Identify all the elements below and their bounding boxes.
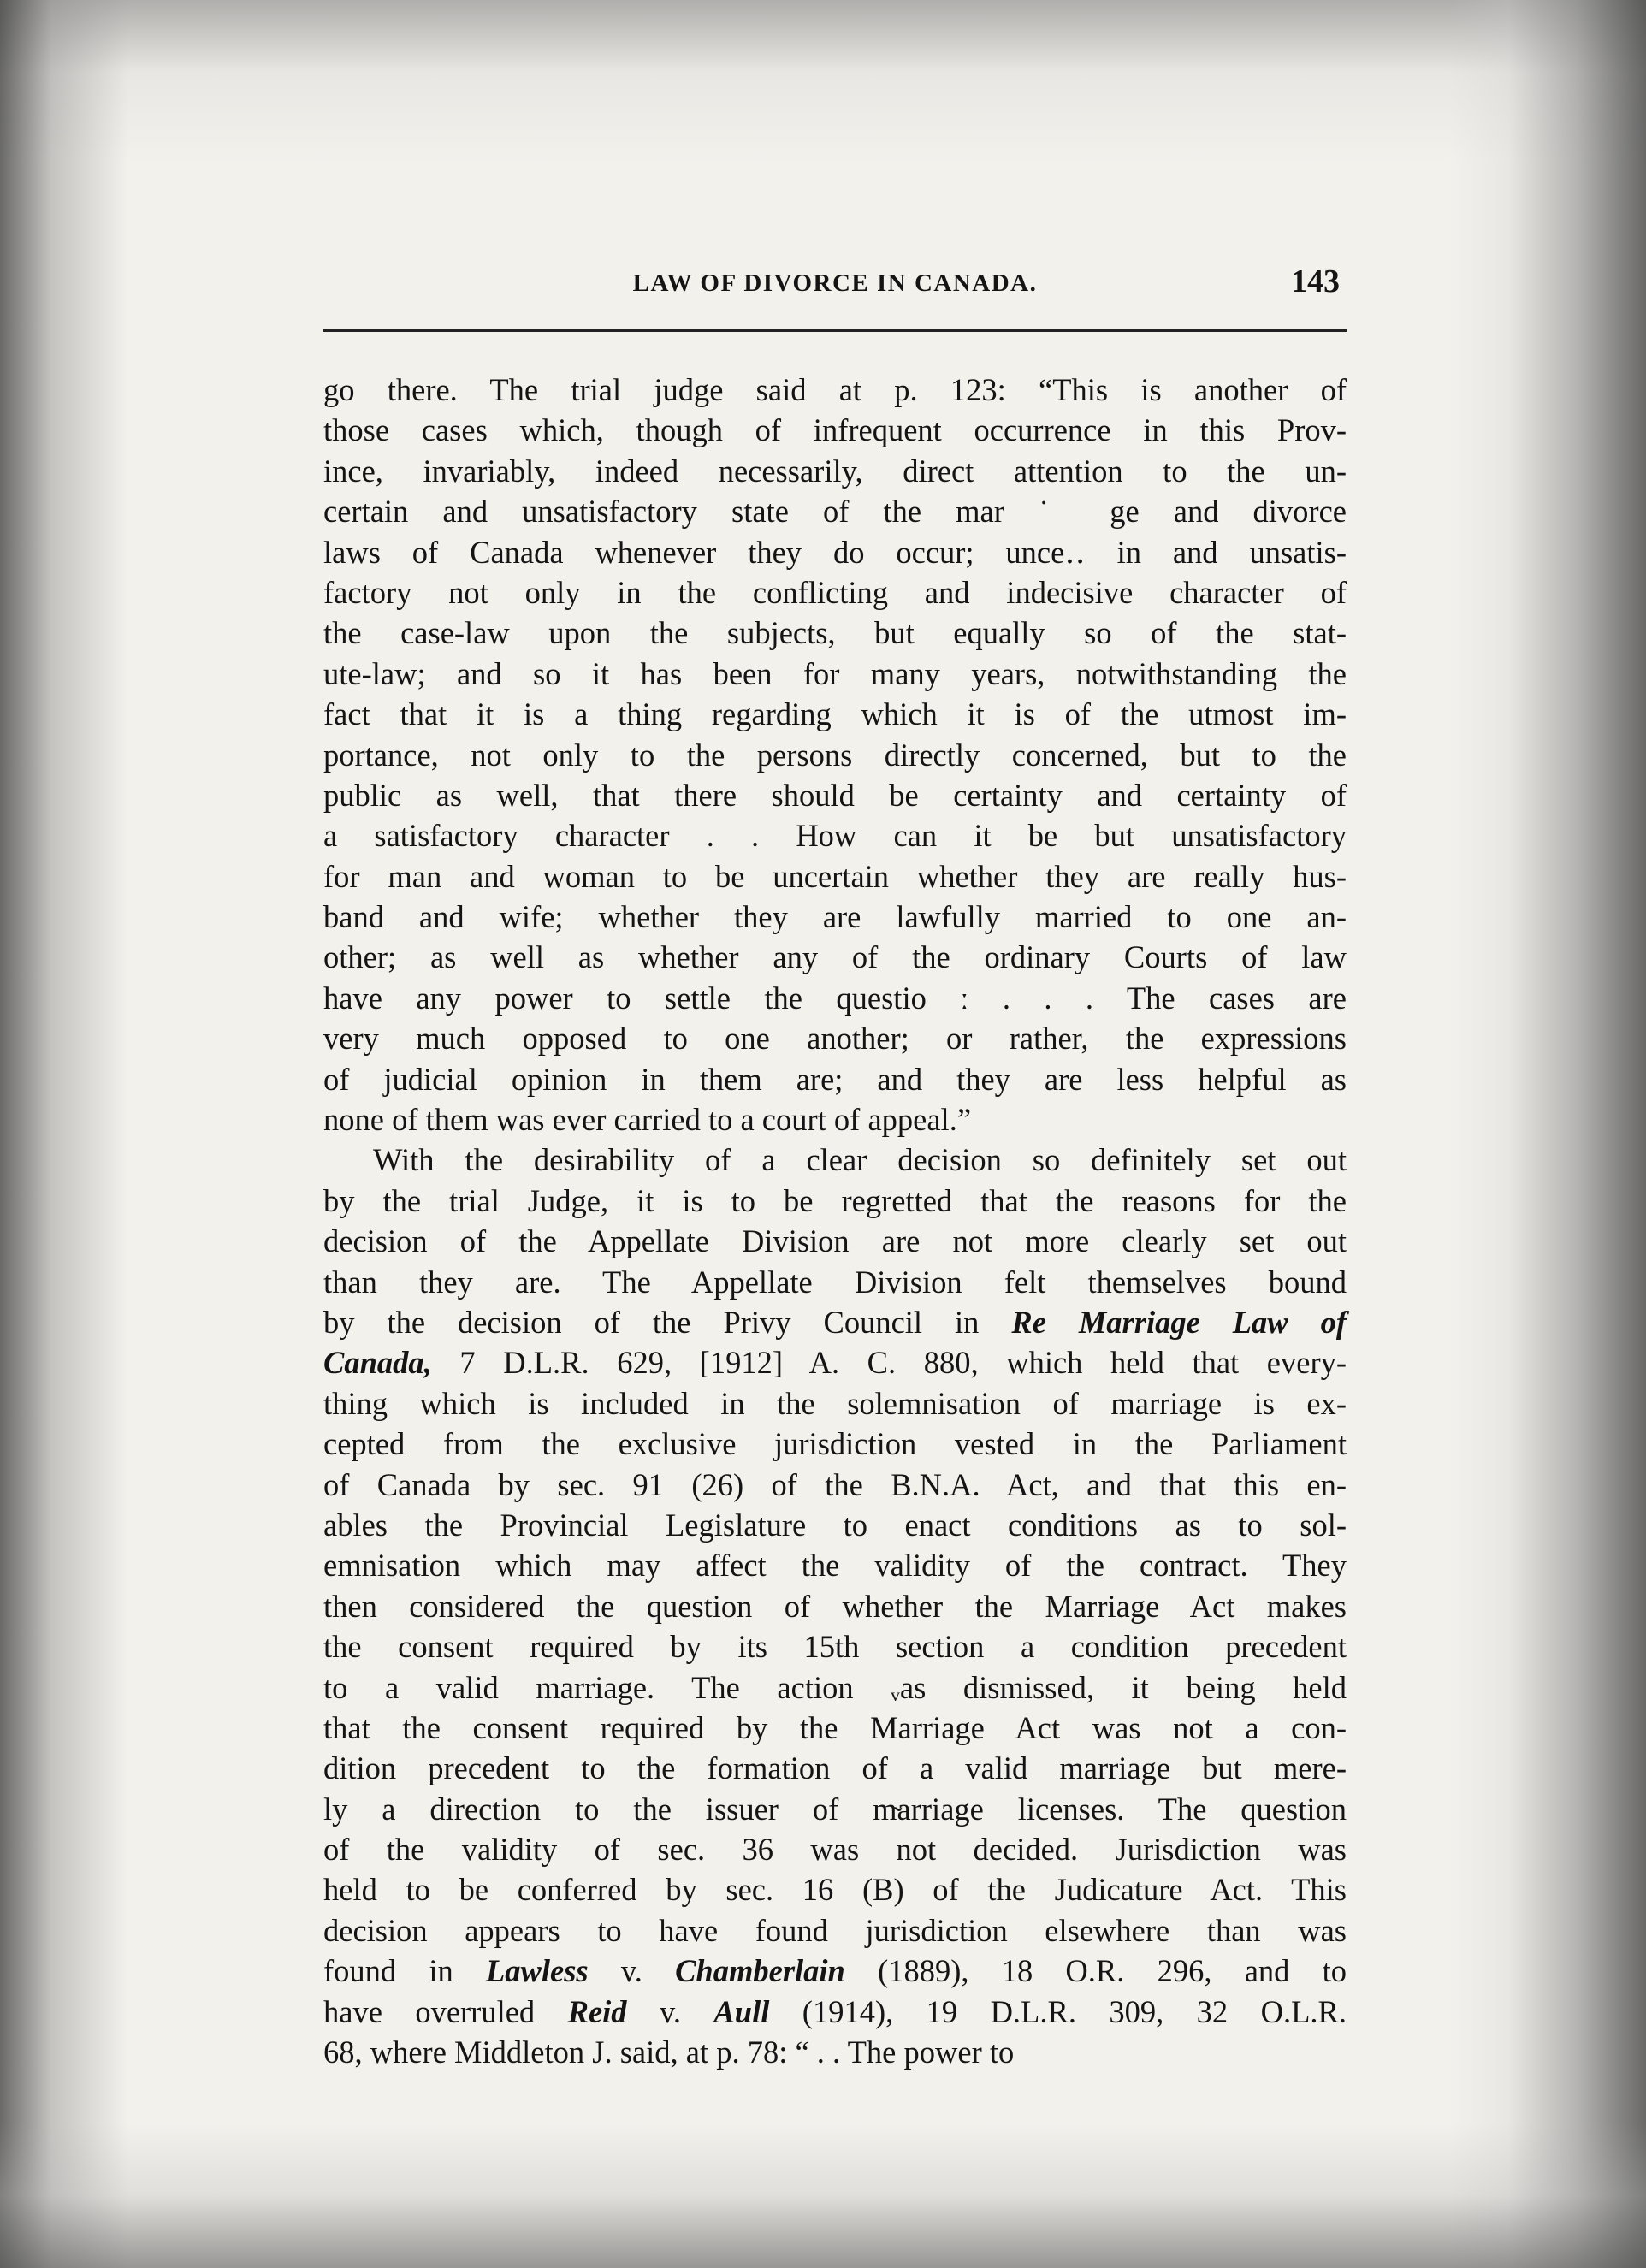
header-rule [323, 329, 1347, 332]
text-line: laws of Canada whenever they do occur; unce‥ in and unsatis- [323, 534, 1347, 570]
text-line: cepted from the exclusive jurisdiction vested in the Parliament [323, 1426, 1347, 1462]
italic-case-name: Aull [713, 1993, 770, 2029]
italic-case-name: Re Marriage Law of [1011, 1304, 1347, 1340]
text-line: emnisation which may affect the validity of the contract. They [323, 1548, 1347, 1584]
text-line: the consent required by its 15th section a condition precedent [323, 1629, 1347, 1665]
italic-case-name: Reid [567, 1993, 627, 2029]
running-head [323, 261, 1347, 312]
text-line: thing which is included in the solemnisation of marriage is ex- [323, 1385, 1347, 1421]
italic-case-name: Chamberlain [675, 1953, 845, 1989]
text-line: for man and woman to be uncertain whether they are really hus- [323, 858, 1347, 894]
text-line: fact that it is a thing regarding which it is of the utmost im- [323, 696, 1347, 732]
body-text [323, 370, 1347, 2072]
text-line: other; as well as whether any of the ordinary Courts of law [323, 939, 1347, 975]
paragraph-1 [323, 370, 1347, 1140]
scan-shadow-left [0, 0, 128, 2268]
text-line: found in Lawless v. Chamberlain (1889), 18 O.R. 296, and to [323, 1953, 1347, 1989]
text-line: then considered the question of whether the Marriage Act makes [323, 1588, 1347, 1624]
text-line: held to be conferred by sec. 16 (B) of the Judicature Act. This [323, 1872, 1347, 1908]
text-line: ute-law; and so it has been for many years, notwithstanding the [323, 655, 1347, 691]
text-line: those cases which, though of infrequent occurrence in this Prov- [323, 412, 1347, 448]
text-line: decision appears to have found jurisdiction elsewhere than was [323, 1912, 1347, 1948]
paragraph-2 [323, 1140, 1347, 2072]
text-line: to a valid marriage. The action ᵥas dismissed, it being held [323, 1669, 1347, 1705]
text-line: by the trial Judge, it is to be regretted that the reasons for the [323, 1182, 1347, 1218]
page-number: 143 [1291, 264, 1340, 299]
text-line: go there. The trial judge said at p. 123: “This is another of [323, 372, 1347, 407]
book-page [323, 261, 1347, 2072]
text-line: ince, invariably, indeed necessarily, direct attention to the un- [323, 453, 1347, 489]
text-line: ables the Provincial Legislature to enact conditions as to sol- [323, 1507, 1347, 1543]
text-line: have any power to settle the questio ː . . . The cases are [323, 980, 1347, 1016]
italic-case-name: Lawless [485, 1953, 589, 1989]
text-line: that the consent required by the Marriage Act was not a con- [323, 1709, 1347, 1745]
text-line: of Canada by sec. 91 (26) of the B.N.A. Act, and that this en- [323, 1466, 1347, 1502]
text-line: 68, where Middleton J. said, at p. 78: “ . . The power to [323, 2034, 1015, 2070]
text-line: decision of the Appellate Division are not more clearly set out [323, 1223, 1347, 1259]
text-line: portance, not only to the persons directly concerned, but to the [323, 737, 1347, 773]
text-line: Canada, 7 D.L.R. 629, [1912] A. C. 880, which held that every- [323, 1345, 1347, 1381]
text-line: than they are. The Appellate Division felt themselves bound [323, 1264, 1347, 1300]
text-line: a satisfactory character . . How can it be but unsatisfactory [323, 818, 1347, 854]
text-line: public as well, that there should be certainty and certainty of [323, 777, 1347, 813]
text-line: by the decision of the Privy Council in Re Marriage Law of [323, 1304, 1347, 1340]
text-line: ly a direction to the issuer of m̴arriage licenses. The question [323, 1791, 1347, 1827]
text-line: of the validity of sec. 36 was not decided. Jurisdiction was [323, 1832, 1347, 1868]
scan-shadow-top [0, 0, 1646, 163]
text-line: certain and unsatisfactory state of the mar ˙ ge and divorce [323, 494, 1347, 530]
text-line: none of them was ever carried to a court of appeal.” [323, 1102, 972, 1138]
italic-case-name: Canada, [323, 1345, 432, 1381]
scan-shadow-right [1449, 0, 1646, 2268]
text-line: very much opposed to one another; or rather, the expressions [323, 1021, 1347, 1057]
text-line: the case-law upon the subjects, but equally so of the stat- [323, 615, 1347, 651]
scan-shadow-bottom [0, 2123, 1646, 2268]
text-line: With the desirability of a clear decision so definitely set out [373, 1142, 1347, 1178]
text-line: have overruled Reid v. Aull (1914), 19 D.L.R. 309, 32 O.L.R. [323, 1993, 1347, 2029]
running-title: LAW OF DIVORCE IN CANADA. [632, 269, 1038, 297]
text-line: dition precedent to the formation of a valid marriage but mere- [323, 1750, 1347, 1786]
text-line: band and wife; whether they are lawfully married to one an- [323, 899, 1347, 935]
text-line: of judicial opinion in them are; and they are less helpful as [323, 1061, 1347, 1097]
text-line: factory not only in the conflicting and indecisive character of [323, 574, 1347, 610]
